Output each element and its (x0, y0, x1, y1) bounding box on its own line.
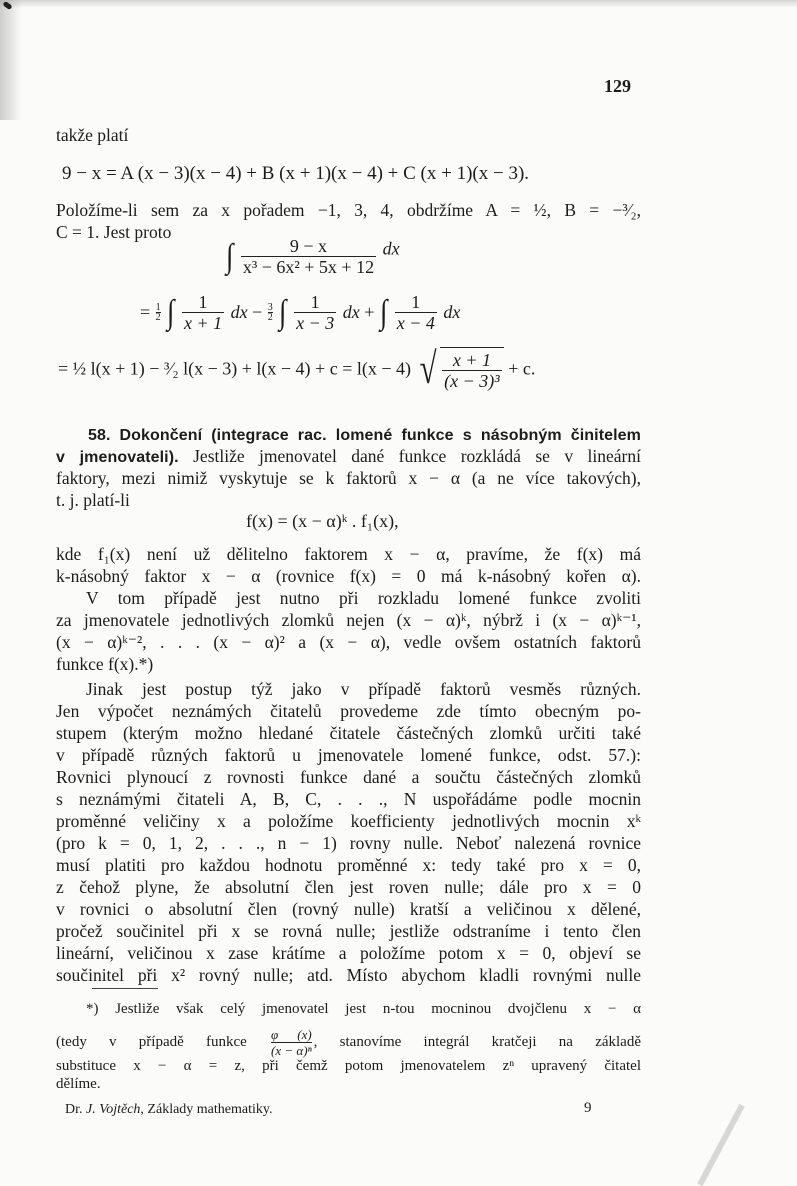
footnote-line: dělíme. (56, 1076, 101, 1092)
text-line: v rovnici o absolutní člen (rovný nulle) kratší a veličinou x dělené, (56, 899, 641, 919)
integral-result: = ½ l(x + 1) − ³⁄₂ l(x − 3) + l(x − 4) + c = l(x − 4) √ $\frac{x + 1}{\text{(x − 3)³}}$ + c. (58, 344, 536, 393)
text-line: s neznámými čitateli A, B, C, . . ., N uspořádáme podle mocnin (56, 789, 641, 809)
text-line: faktory, mezi nimiž vyskytuje se k faktorů x − α (a ne více takových), (56, 468, 641, 488)
text-line: v případě různých faktorů u jmenovatele lomené funkce, odst. 57.): (56, 745, 641, 765)
text-line: lineární, veličinou x zase krátíme a položíme potom x = 0, objeví se (56, 943, 641, 963)
footnote-line: *) Jestliže však celý jmenovatel jest n-tou mocninou dvojčlenu x − α (86, 1001, 641, 1017)
text-line: součinitel při x² rovný nulle; atd. Místo abychom kladli rovnými nulle (56, 965, 641, 985)
text-line: k-násobný faktor x − α (rovnice f(x) = 0 má k-násobný kořen α). (56, 566, 641, 586)
intro-text: takže platí (56, 125, 129, 145)
coef-half: $\frac{1}{2}$ (155, 302, 161, 323)
section-58-heading-line-2: v jmenovateli). Jestliže jmenovatel dané funkce rozkládá se v lineární (56, 446, 641, 466)
footnote-divider (92, 988, 158, 989)
substitution-line-2: C = 1. Jest proto (56, 222, 172, 242)
page-number: 129 (604, 76, 631, 96)
square-root-icon: √ (419, 344, 437, 393)
text-line: (pro k = 0, 1, 2, . . ., n − 1) rovny nulle. Neboť nalezená rovnice (56, 833, 641, 853)
integral-sign-icon: ∫ (279, 293, 287, 331)
text-line: t. j. platí-li (56, 490, 130, 510)
text-line: Jen výpočet neznámých čitatelů provedeme zde tímto obecným po- (56, 701, 641, 721)
substitution-line-1: Položíme-li sem za x pořadem −1, 3, 4, obdržíme A = ½, B = −³⁄₂, (56, 200, 641, 220)
text-line: kde f₁(x) není už dělitelno faktorem x − α, pravíme, že f(x) má (56, 544, 641, 564)
text-line: musí platiti pro každou hodnotu proměnné x: tedy také pro x = 0, (56, 855, 641, 875)
text-line: (x − α)ᵏ⁻², . . . (x − α)² a (x − α), vedle ovšem ostatních faktorů (56, 632, 641, 652)
text-line: V tom případě jest nutno při rozkladu lomené funkce zvoliti (86, 588, 641, 608)
text-line: stupem (kterým možno hledané čitatele částečných zlomků určiti také (56, 723, 641, 743)
text-line: z čehož plyne, že absolutní člen jest roven nulle; dále pro x = 0 (56, 877, 641, 897)
text-line: funkce f(x).*) (56, 654, 154, 674)
signature-mark: 9 (584, 1100, 592, 1116)
footer-citation: Dr. J. Vojtěch, Základy mathematiky. (65, 1102, 273, 1117)
integral-sign-icon: ∫ (167, 293, 175, 331)
text-line: proměnné veličiny x a položíme koefficienty jednotlivých mocnin xᵏ (56, 811, 641, 831)
text-line: Jinak jest postup týž jako v případě faktorů vesměs různých. (86, 679, 641, 699)
text-line: Rovnici plynoucí z rovnosti funkce dané a součtu částečných zlomků (56, 767, 641, 787)
footnote-line: (tedy v případě funkce $\frac{\varphi (x)}{\text{(x − α)ⁿ}}$ , stanovíme integrál kratčeji na základě (56, 1027, 641, 1058)
equation-multiple-factor: f(x) = (x − α)ᵏ . f₁(x), (246, 511, 399, 531)
integral-sign-icon: ∫ (225, 237, 234, 275)
integral-lhs: ∫ $\frac{9 - x}{\text{x³ − 6x² + 5x + 12}}$ dx (225, 236, 400, 277)
coef-three-halves: $\frac{3}{2}$ (267, 302, 273, 323)
footnote-fraction: $\frac{\varphi (x)}{\text{(x − α)ⁿ}}$ (271, 1027, 312, 1058)
equation-partial-fractions: 9 − x = A (x − 3)(x − 4) + B (x + 1)(x − 4) + C (x + 1)(x − 3). (62, 163, 530, 184)
section-58-heading-line-1: 58. Dokončení (integrace rac. lomené funkce s násobným činitelem (88, 427, 641, 444)
integral-sign-icon: ∫ (379, 293, 388, 331)
fraction: $\frac{9 - x}{\text{x³ − 6x² + 5x + 12}}$ (242, 236, 375, 277)
text-line: za jmenovatele jednotlivých zlomků nejen (x − α)ᵏ, nýbrž i (x − α)ᵏ⁻¹, (56, 610, 641, 630)
text-line: pročež součinitel při x se rovná nulle; jestliže odstraníme i tento člen (56, 921, 641, 941)
footnote-line: substituce x − α = z, při čemž potom jmenovatelem zⁿ upravený čitatel (56, 1058, 641, 1074)
integral-decomposition: = $\frac{1}{2}$ ∫ $\frac{1}{x + 1}$ dx − $\frac{3}{2}$ ∫ $\frac{1}{x - 3}$ dx + ∫ $\frac{1}{x - 4}$ dx (140, 292, 461, 333)
